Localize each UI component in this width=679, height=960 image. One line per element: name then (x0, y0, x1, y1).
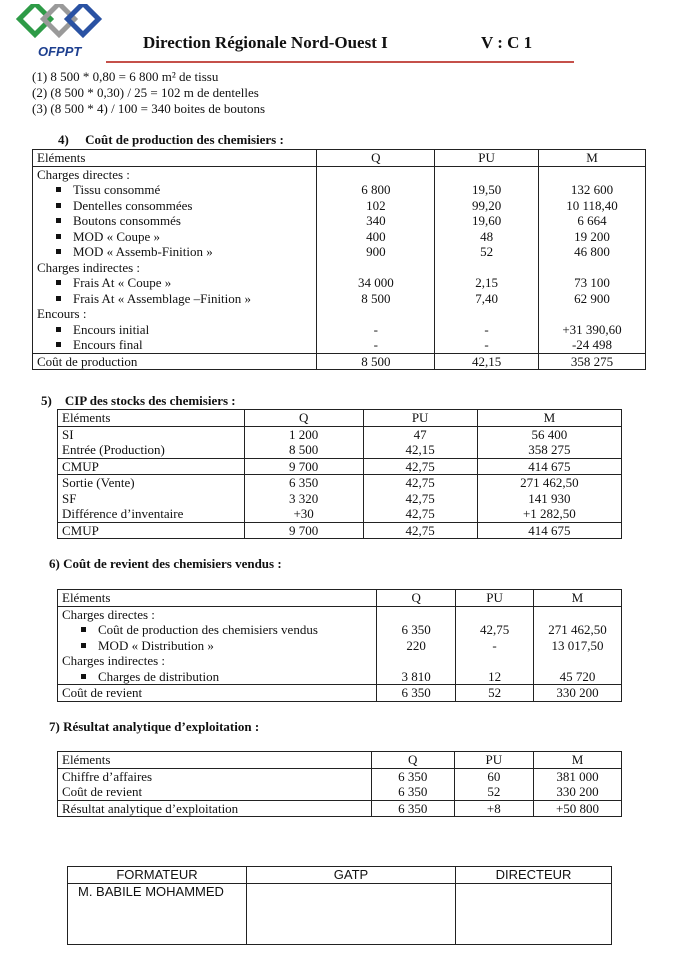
row-unit-price: 42,75 (363, 475, 477, 491)
row-label: Encours : (33, 306, 317, 322)
column-header: M (538, 150, 645, 167)
row-amount: 13 017,50 (533, 638, 621, 654)
column-header: M (533, 590, 621, 607)
row-amount: 132 600 (538, 182, 645, 198)
row-amount: 271 462,50 (477, 475, 621, 491)
row-label: Coût de production (33, 353, 317, 370)
table-row (58, 426, 622, 442)
row-quantity: 220 (377, 638, 456, 654)
row-quantity: 3 320 (244, 491, 363, 507)
row-label: Tissu consommé (33, 182, 317, 198)
row-unit-price (456, 606, 534, 622)
row-amount: 271 462,50 (533, 622, 621, 638)
table-row (33, 198, 646, 214)
row-quantity: 34 000 (317, 275, 435, 291)
row-amount: 62 900 (538, 291, 645, 307)
row-amount: +1 282,50 (477, 506, 621, 522)
row-label: Encours final (33, 337, 317, 353)
row-unit-price: 48 (435, 229, 539, 245)
row-quantity: 6 800 (317, 182, 435, 198)
table-row (33, 291, 646, 307)
row-quantity: 6 350 (377, 685, 456, 702)
signature-table (67, 866, 612, 945)
column-header: PU (456, 590, 534, 607)
row-amount: 56 400 (477, 426, 621, 442)
column-header: Eléments (58, 590, 377, 607)
row-amount: +50 800 (534, 800, 622, 817)
row-unit-price (435, 306, 539, 322)
column-header: Eléments (58, 752, 372, 769)
row-amount: 358 275 (538, 353, 645, 370)
row-unit-price: 42,75 (363, 458, 477, 475)
table-row (33, 337, 646, 353)
signature-header-gatp: GATP (247, 867, 456, 884)
column-header: M (534, 752, 622, 769)
row-unit-price: 42,75 (363, 491, 477, 507)
row-amount: 414 675 (477, 522, 621, 539)
table-row (33, 229, 646, 245)
table-row (33, 213, 646, 229)
calc-line-1: (1) 8 500 * 0,80 = 6 800 m² de tissu (32, 69, 219, 84)
row-label: MOD « Distribution » (58, 638, 377, 654)
table-row (58, 458, 622, 475)
row-unit-price: - (435, 337, 539, 353)
row-label: Boutons consommés (33, 213, 317, 229)
row-unit-price: 12 (456, 669, 534, 685)
row-label: Résultat analytique d’exploitation (58, 800, 372, 817)
cip-stock-table (57, 409, 622, 539)
row-label: Coût de revient (58, 685, 377, 702)
row-unit-price: 60 (454, 768, 533, 784)
row-amount (533, 653, 621, 669)
row-quantity: 6 350 (244, 475, 363, 491)
row-label: SI (58, 426, 245, 442)
row-amount: 330 200 (533, 685, 621, 702)
row-amount: 6 664 (538, 213, 645, 229)
table-total-row (33, 353, 646, 370)
table-row (58, 475, 622, 491)
row-amount: 358 275 (477, 442, 621, 458)
section-7-title: 7) Résultat analytique d’exploitation : (49, 719, 260, 734)
row-amount: 19 200 (538, 229, 645, 245)
table-row (58, 768, 622, 784)
row-label: MOD « Assemb-Finition » (33, 244, 317, 260)
header-divider (106, 61, 574, 63)
row-label: Chiffre d’affaires (58, 768, 372, 784)
row-unit-price (435, 260, 539, 276)
row-quantity: 6 350 (371, 800, 454, 817)
table-row (33, 244, 646, 260)
row-unit-price: - (435, 322, 539, 338)
row-label: Coût de revient (58, 784, 372, 800)
row-quantity: 3 810 (377, 669, 456, 685)
table-row (33, 166, 646, 182)
row-amount (533, 606, 621, 622)
row-amount: 46 800 (538, 244, 645, 260)
row-amount: 73 100 (538, 275, 645, 291)
row-unit-price: 2,15 (435, 275, 539, 291)
row-amount: 45 720 (533, 669, 621, 685)
table-row (58, 522, 622, 539)
row-amount: 414 675 (477, 458, 621, 475)
row-unit-price: 42,75 (363, 506, 477, 522)
table-row (33, 182, 646, 198)
table-row (33, 275, 646, 291)
row-label: Charges indirectes : (33, 260, 317, 276)
row-label: Dentelles consommées (33, 198, 317, 214)
calc-line-3: (3) (8 500 * 4) / 100 = 340 boites de boutons (32, 101, 266, 116)
row-quantity: 8 500 (317, 353, 435, 370)
row-amount: 141 930 (477, 491, 621, 507)
table-row (58, 606, 622, 622)
signature-directeur-box (456, 883, 612, 944)
row-unit-price (435, 166, 539, 182)
logo-diamonds-icon (19, 4, 98, 35)
row-label: Sortie (Vente) (58, 475, 245, 491)
row-unit-price: 52 (456, 685, 534, 702)
table-row (58, 638, 622, 654)
row-quantity (317, 166, 435, 182)
calc-line-2: (2) (8 500 * 0,30) / 25 = 102 m de dentelles (32, 85, 259, 100)
row-amount: 381 000 (534, 768, 622, 784)
column-header: Q (244, 410, 363, 427)
row-unit-price: 42,75 (363, 522, 477, 539)
version-label: V : C 1 (481, 33, 533, 52)
row-label: CMUP (58, 522, 245, 539)
row-unit-price (456, 653, 534, 669)
row-quantity: +30 (244, 506, 363, 522)
section-6-title: 6) Coût de revient des chemisiers vendus : (49, 556, 282, 571)
operating-result-table (57, 751, 622, 817)
table-row (58, 506, 622, 522)
row-unit-price: - (456, 638, 534, 654)
table-total-row (58, 685, 622, 702)
table-row (58, 622, 622, 638)
row-amount (538, 260, 645, 276)
column-header: PU (454, 752, 533, 769)
row-label: Charges de distribution (58, 669, 377, 685)
column-header: M (477, 410, 621, 427)
row-quantity: - (317, 337, 435, 353)
row-quantity (377, 653, 456, 669)
row-label: MOD « Coupe » (33, 229, 317, 245)
row-label: Encours initial (33, 322, 317, 338)
table-row (58, 442, 622, 458)
row-unit-price: 42,75 (456, 622, 534, 638)
row-quantity: 6 350 (371, 768, 454, 784)
signature-header-directeur: DIRECTEUR (456, 867, 612, 884)
ofppt-logo (16, 4, 112, 62)
row-unit-price: 47 (363, 426, 477, 442)
row-label: Frais At « Assemblage –Finition » (33, 291, 317, 307)
row-quantity: 102 (317, 198, 435, 214)
table-header-row (58, 410, 622, 427)
row-quantity: 1 200 (244, 426, 363, 442)
row-quantity (317, 306, 435, 322)
row-label: CMUP (58, 458, 245, 475)
column-header: Q (371, 752, 454, 769)
row-quantity: 9 700 (244, 522, 363, 539)
row-amount (538, 166, 645, 182)
production-cost-table (32, 149, 646, 370)
signature-formateur-name: M. BABILE MOHAMMED (68, 883, 247, 944)
row-quantity: 9 700 (244, 458, 363, 475)
row-amount: +31 390,60 (538, 322, 645, 338)
table-header-row (58, 752, 622, 769)
row-label: Coût de production des chemisiers vendus (58, 622, 377, 638)
row-unit-price: 52 (454, 784, 533, 800)
row-amount: 330 200 (534, 784, 622, 800)
table-header-row (58, 590, 622, 607)
row-quantity: 400 (317, 229, 435, 245)
table-row (33, 306, 646, 322)
table-row (58, 784, 622, 800)
logo-text: OFPPT (38, 44, 82, 59)
row-quantity (377, 606, 456, 622)
page-title: Direction Régionale Nord-Ouest I (143, 33, 388, 52)
table-header-row (33, 150, 646, 167)
row-label: Charges directes : (58, 606, 377, 622)
signature-header-formateur: FORMATEUR (68, 867, 247, 884)
row-unit-price: 99,20 (435, 198, 539, 214)
row-unit-price: 42,15 (363, 442, 477, 458)
row-label: Charges directes : (33, 166, 317, 182)
row-quantity: 8 500 (244, 442, 363, 458)
row-unit-price: 52 (435, 244, 539, 260)
table-total-row (58, 800, 622, 817)
row-unit-price: 19,60 (435, 213, 539, 229)
row-quantity: 6 350 (371, 784, 454, 800)
table-row (58, 491, 622, 507)
row-unit-price: 7,40 (435, 291, 539, 307)
table-row (58, 669, 622, 685)
cost-price-table (57, 589, 622, 702)
column-header: Eléments (33, 150, 317, 167)
row-amount: 10 118,40 (538, 198, 645, 214)
row-label: Entrée (Production) (58, 442, 245, 458)
row-unit-price: +8 (454, 800, 533, 817)
row-label: Frais At « Coupe » (33, 275, 317, 291)
row-amount (538, 306, 645, 322)
section-5-title: 5) CIP des stocks des chemisiers : (41, 393, 236, 408)
row-quantity: 900 (317, 244, 435, 260)
column-header: Eléments (58, 410, 245, 427)
signature-gatp-box (247, 883, 456, 944)
row-quantity: 340 (317, 213, 435, 229)
table-row (33, 260, 646, 276)
column-header: PU (435, 150, 539, 167)
column-header: PU (363, 410, 477, 427)
row-quantity: - (317, 322, 435, 338)
row-unit-price: 19,50 (435, 182, 539, 198)
row-amount: -24 498 (538, 337, 645, 353)
row-quantity (317, 260, 435, 276)
column-header: Q (317, 150, 435, 167)
row-unit-price: 42,15 (435, 353, 539, 370)
row-quantity: 8 500 (317, 291, 435, 307)
row-quantity: 6 350 (377, 622, 456, 638)
row-label: Charges indirectes : (58, 653, 377, 669)
row-label: SF (58, 491, 245, 507)
table-row (33, 322, 646, 338)
row-label: Différence d’inventaire (58, 506, 245, 522)
table-row (58, 653, 622, 669)
column-header: Q (377, 590, 456, 607)
section-4-title: 4) Coût de production des chemisiers : (58, 132, 284, 147)
